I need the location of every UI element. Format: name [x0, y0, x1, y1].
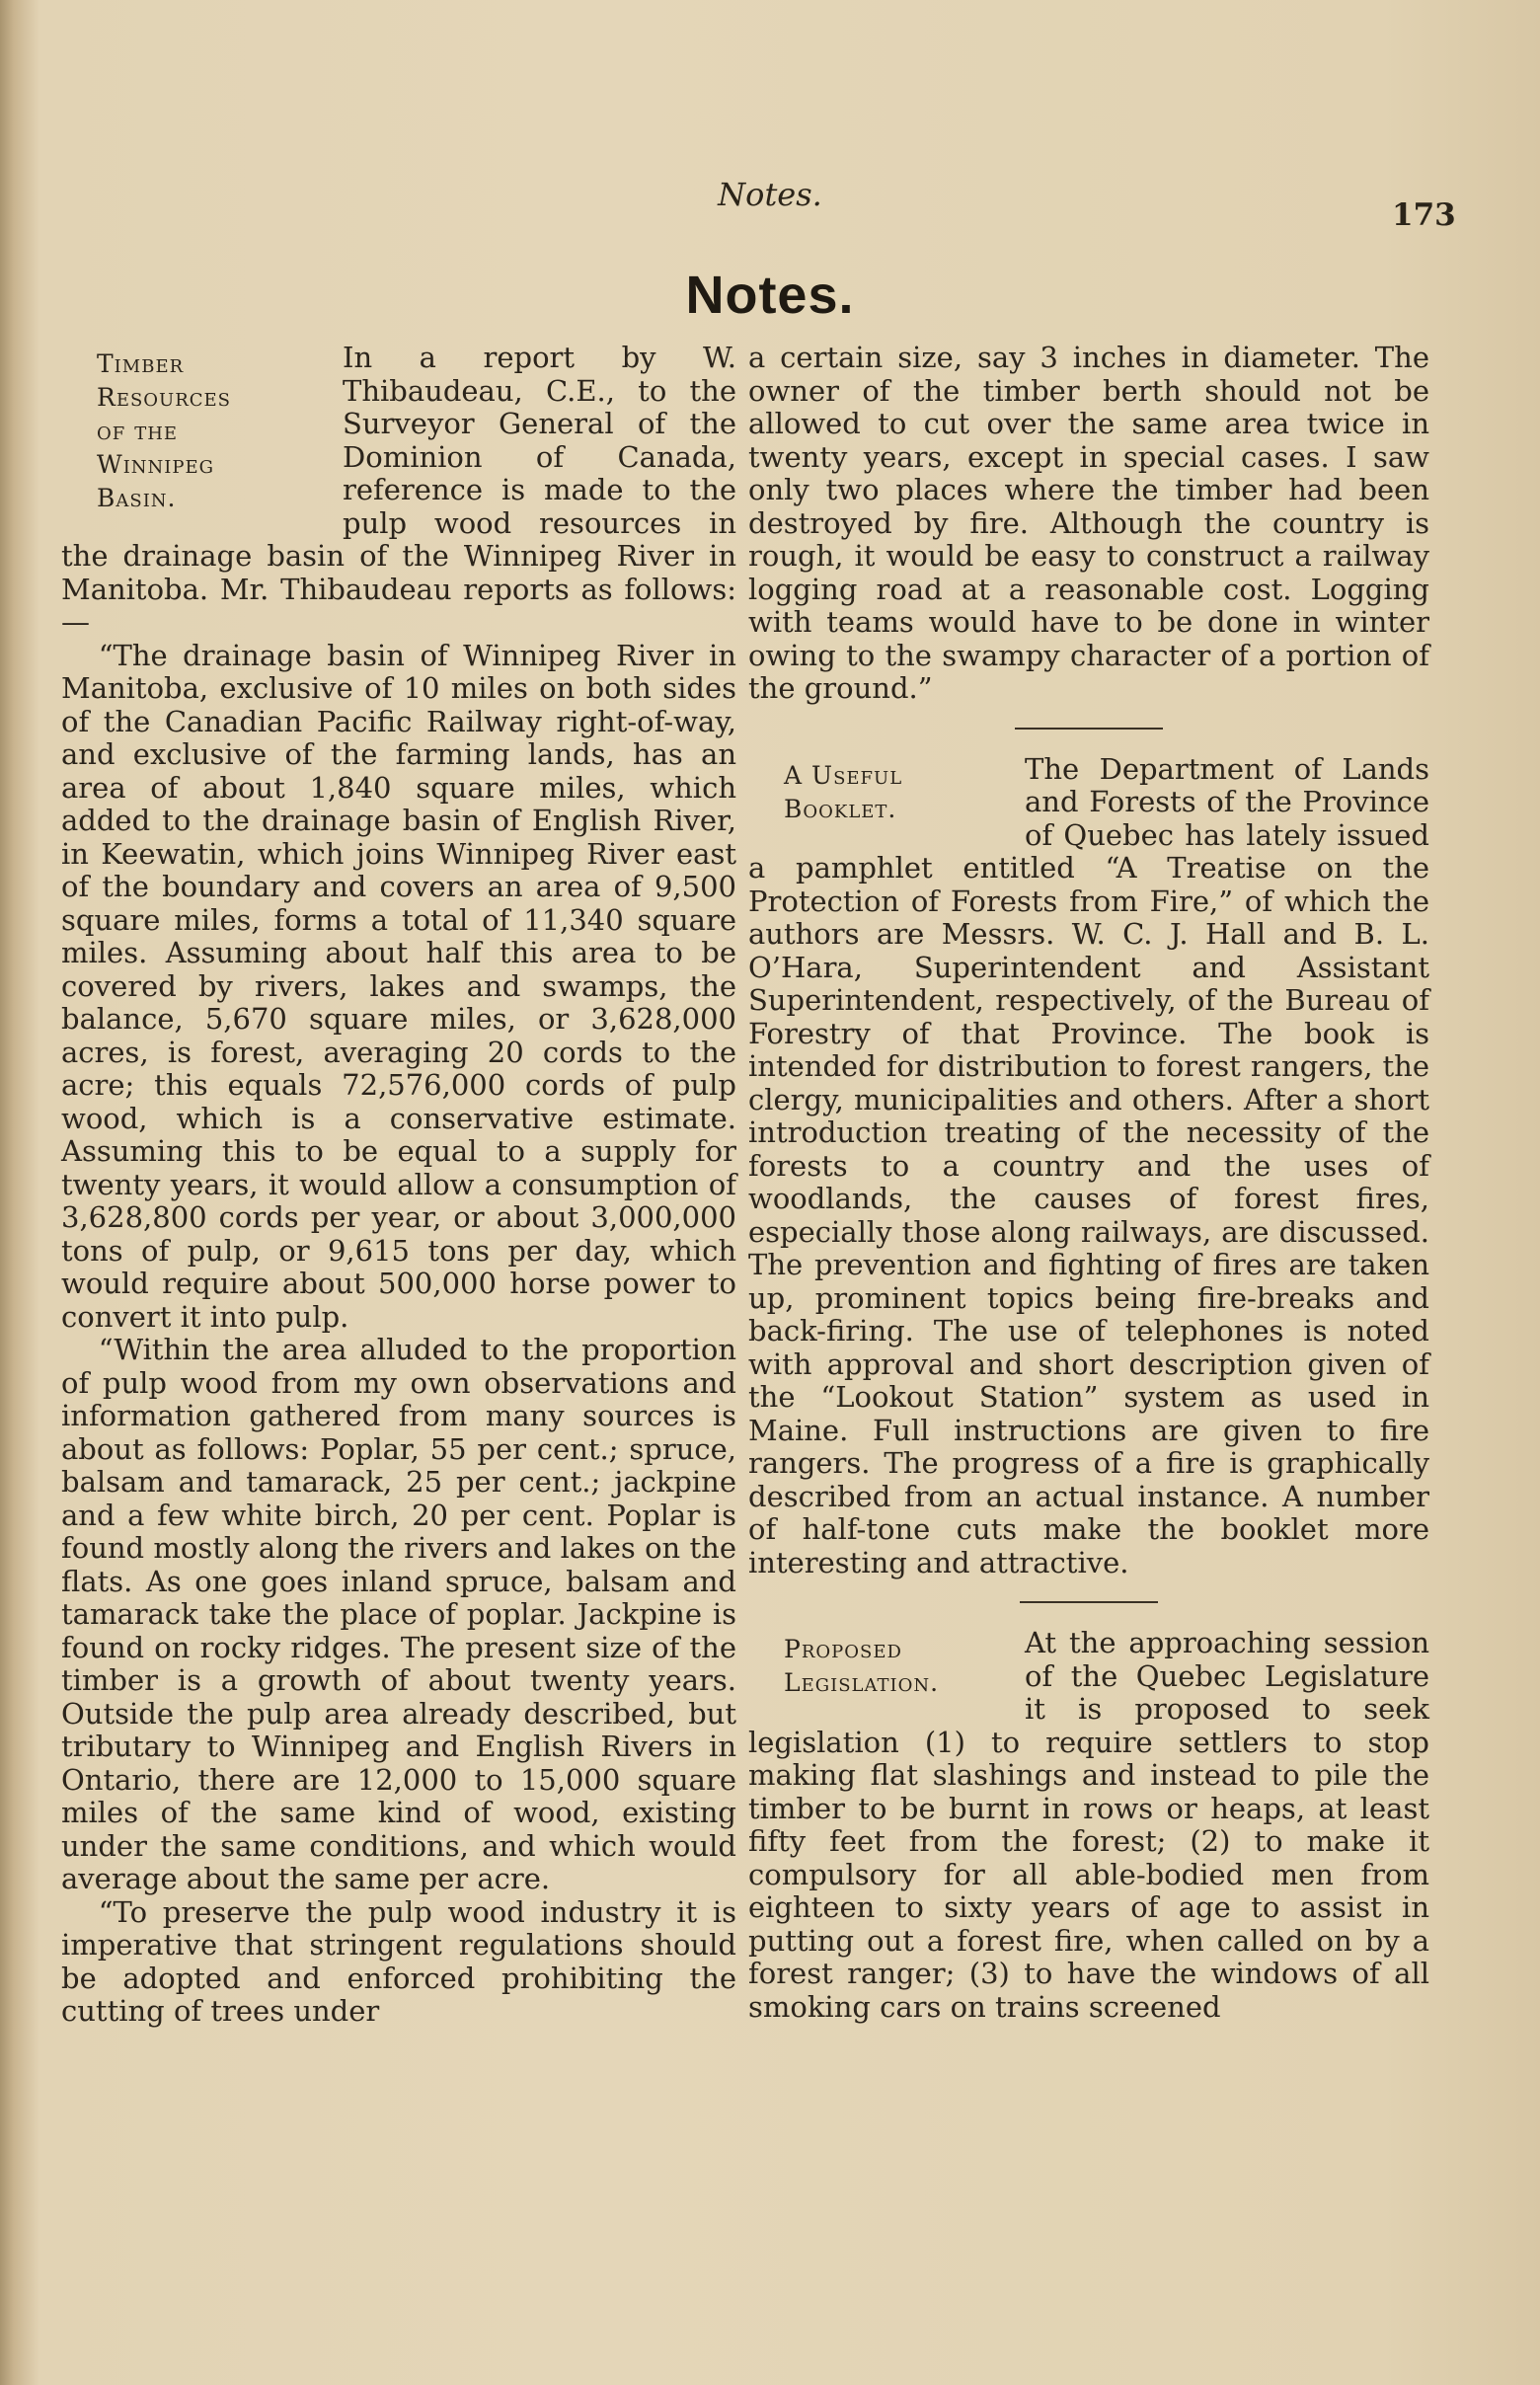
side-title-line: Booklet. — [784, 794, 897, 823]
timber-paragraph-proportion: “Within the area alluded to the proportion of pulp wood from my own observations and information gathered from many sources is about as follows: Poplar, 55 per cent.; spruce, balsam and tamarack, 25 per cent.; jackpine and a few white birch, 20 per cent. Poplar is found mostly along the rivers and lakes on the flats. As one goes inland spruce, balsam and tamarack take the place of poplar. Jackpine is found on rocky ridges. The present size of the timber is a growth of about twenty years. Outside the pulp area already described, but tributary to Winnipeg and English Rivers in Ontario, there are 12,000 to 15,000 square miles of the same kind of wood, existing under the same conditions, and which would average about the same per acre. — [61, 1333, 736, 1895]
timber-paragraph-area: “The drainage basin of Winnipeg River in Manitoba, exclusive of 10 miles on both sides of the Canadian Pacific Railway right-of-way, and exclusive of the farming lands, has an area of about 1,840 square miles, which added to the drainage basin of English River, in Keewatin, which joins Winnipeg River east of the boundary and covers an area of 9,500 square miles, forms a total of 11,340 square miles. Assuming about half this area to be covered by rivers, lakes and swamps, the balance, 5,670 square miles, or 3,628,000 acres, is forest, averaging 20 cords to the acre; this equals 72,576,000 cords of pulp wood, which is a conservative estimate. Assuming this to be equal to a supply for twenty years, it would allow a consumption of 3,628,800 cords per year, or about 3,000,000 tons of pulp, or 9,615 tons per day, which would require about 500,000 horse power to convert it into pulp. — [61, 638, 736, 1334]
timber-paragraph-intro: In a report by W. Thibaudeau, C.E., to the Surveyor General of the Dominion of Canada, reference is made to the pulp wood resources in the drainage basin of the Winnipeg River in Manitoba. Mr. Thibaudeau reports as follows:— — [61, 341, 736, 639]
side-title-line: Resources — [97, 383, 232, 412]
side-title-line: Basin. — [97, 484, 177, 512]
booklet-side-title — [748, 759, 1025, 826]
timber-paragraph-preserve: “To preserve the pulp wood industry it is imperative that stringent regulations should be adopted and enforced prohibiting the cutting of trees under — [61, 1894, 736, 2028]
side-title-line: Winnipeg — [97, 450, 215, 479]
legislation-paragraph: At the approaching session of the Quebec Legislature it is proposed to seek legislation (1) to require settlers to stop making flat slashings and instead to pile the timber to be burnt in rows or heaps, at least fifty feet from the forest; (2) to make it compulsory for all able-bodied men from eighteen to sixty years of age to assist in putting out a forest fire, when called on by a forest ranger; (3) to have the windows of all smoking cars on trains screened — [748, 1626, 1429, 2024]
legislation-side-title — [748, 1633, 1025, 1700]
legislation-section — [748, 1627, 1429, 2024]
side-title-line: Proposed — [784, 1635, 902, 1663]
right-column — [748, 342, 1429, 2024]
timber-side-title — [61, 347, 343, 515]
page-number: 173 — [1392, 197, 1456, 233]
side-title-line: A Useful — [784, 760, 903, 790]
timber-paragraph-continued: a certain size, say 3 inches in diameter. The owner of the timber berth should not be allowed to cut over the same area twice in twenty years, except in special cases. I saw only two places where the timber had been destroyed by fire. Although the country is rough, it would be easy to construct a railway logging road at a reasonable cost. Logging with teams would have to be done in winter owing to the swampy character of a portion of the ground.” — [748, 341, 1429, 705]
booklet-section — [748, 753, 1429, 1580]
booklet-paragraph: The Department of Lands and Forests of the Province of Quebec has lately issued a pamphlet entitled “A Treatise on the Protection of Forests from Fire,” of which the authors are Messrs. W. C. J. Hall and B. L. O’Hara, Superintendent and Assistant Superintendent, respectively, of the Bureau of Forestry of that Province. The book is intended for distribution to forest rangers, the clergy, municipalities and others. After a short introduction treating of the necessity of the forests to a country and the uses of woodlands, the causes of forest fires, especially those along railways, are discussed. The prevention and fighting of fires are taken up, prominent topics being fire-breaks and back-firing. The use of telephones is noted with approval and short description given of the “Lookout Station” system as used in Maine. Full instructions are given to fire rangers. The progress of a fire is graphically described from an actual instance. A number of half-tone cuts make the booklet more interesting and attractive. — [748, 751, 1429, 1579]
side-title-line: Legislation. — [784, 1668, 940, 1697]
divider — [1015, 728, 1163, 730]
running-head: Notes. — [718, 176, 822, 213]
timber-section — [61, 342, 740, 2029]
section-title: Notes. — [685, 266, 855, 325]
divider — [1020, 1601, 1158, 1603]
left-column — [61, 342, 740, 2029]
side-title-line: of the — [97, 417, 179, 445]
side-title-line: Timber — [97, 349, 185, 378]
